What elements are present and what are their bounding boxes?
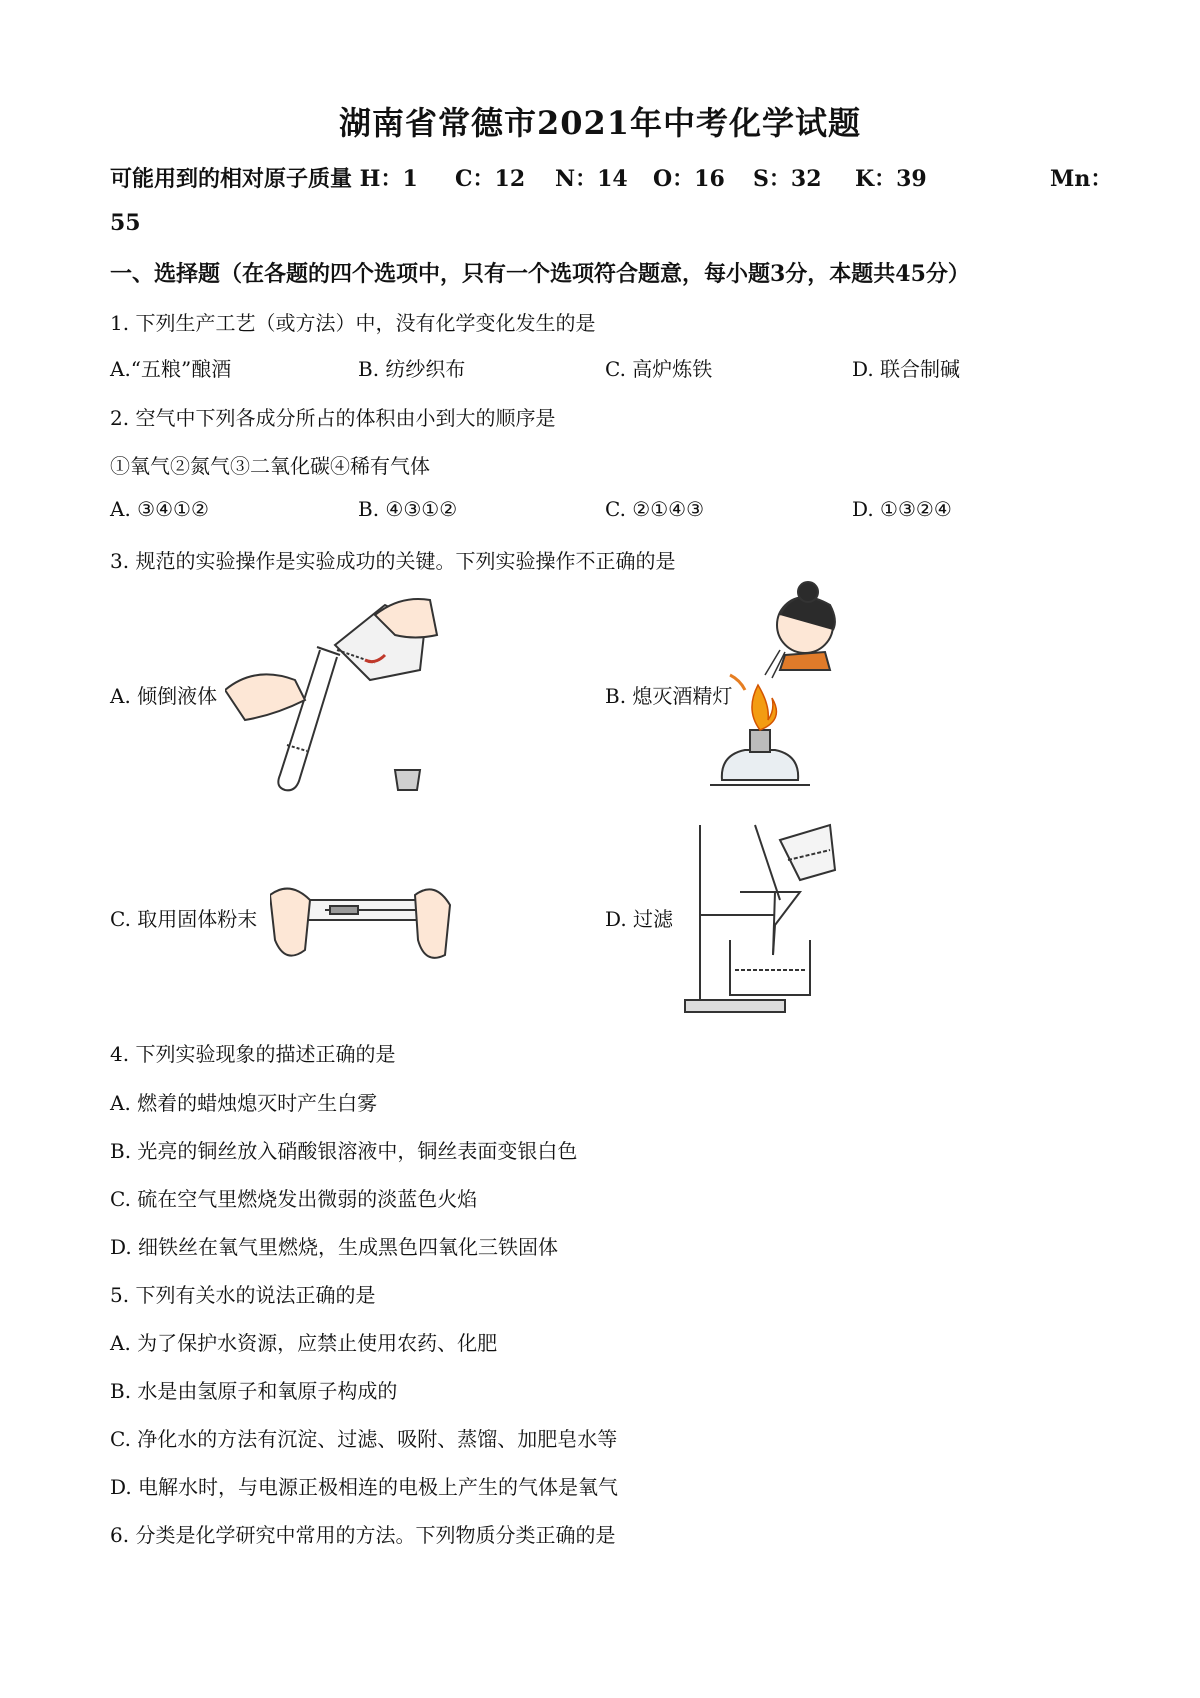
filtration-figure <box>680 820 845 1015</box>
pouring-liquid-figure <box>225 595 440 795</box>
mass-n: N：14 <box>555 166 628 192</box>
q3-option-a: A. 倾倒液体 <box>110 684 218 708</box>
question-2-items: ①氧气②氮气③二氧化碳④稀有气体 <box>110 454 430 478</box>
question-4: 4. 下列实验现象的描述正确的是 <box>110 1042 396 1066</box>
mass-mn: Mn： <box>1050 166 1113 192</box>
q5-option-a: A. 为了保护水资源，应禁止使用农药、化肥 <box>110 1331 498 1355</box>
question-5: 5. 下列有关水的说法正确的是 <box>110 1283 376 1307</box>
q4-option-d: D. 细铁丝在氧气里燃烧，生成黑色四氧化三铁固体 <box>110 1235 559 1259</box>
q2-option-d: D. ①③②④ <box>852 497 952 521</box>
q3-option-b: B. 熄灭酒精灯 <box>605 684 733 708</box>
q3-option-c: C. 取用固体粉末 <box>110 907 258 931</box>
q4-option-a: A. 燃着的蜡烛熄灭时产生白雾 <box>110 1091 378 1115</box>
question-3: 3. 规范的实验操作是实验成功的关键。下列实验操作不正确的是 <box>110 549 676 573</box>
atomic-mass-label: 可能用到的相对原子质量 H：1 <box>110 166 418 192</box>
mass-s: S：32 <box>753 166 822 192</box>
question-2: 2. 空气中下列各成分所占的体积由小到大的顺序是 <box>110 406 556 430</box>
section-heading: 一、选择题（在各题的四个选项中，只有一个选项符合题意，每小题3分，本题共45分） <box>110 261 970 287</box>
q1-option-b: B. 纺纱织布 <box>358 357 466 381</box>
q3-option-d: D. 过滤 <box>605 907 674 931</box>
q5-option-b: B. 水是由氢原子和氧原子构成的 <box>110 1379 398 1403</box>
q5-option-d: D. 电解水时，与电源正极相连的电极上产生的气体是氧气 <box>110 1475 619 1499</box>
q4-option-c: C. 硫在空气里燃烧发出微弱的淡蓝色火焰 <box>110 1187 478 1211</box>
mass-mn-value: 55 <box>110 210 141 236</box>
mass-c: C：12 <box>455 166 526 192</box>
q2-option-c: C. ②①④③ <box>605 497 705 521</box>
q2-option-a: A. ③④①② <box>110 497 209 521</box>
question-6: 6. 分类是化学研究中常用的方法。下列物质分类正确的是 <box>110 1523 616 1547</box>
page-title: 湖南省常德市2021年中考化学试题 <box>338 104 862 142</box>
question-1: 1. 下列生产工艺（或方法）中，没有化学变化发生的是 <box>110 311 596 335</box>
solid-powder-figure <box>270 870 455 970</box>
q5-option-c: C. 净化水的方法有沉淀、过滤、吸附、蒸馏、加肥皂水等 <box>110 1427 618 1451</box>
q1-option-c: C. 高炉炼铁 <box>605 357 713 381</box>
q2-option-b: B. ④③①② <box>358 497 458 521</box>
q1-option-a: A.“五粮”酿酒 <box>110 357 232 381</box>
q1-option-d: D. 联合制碱 <box>852 357 961 381</box>
mass-k: K：39 <box>855 166 927 192</box>
mass-o: O：16 <box>653 166 725 192</box>
q4-option-b: B. 光亮的铜丝放入硝酸银溶液中，铜丝表面变银白色 <box>110 1139 578 1163</box>
alcohol-lamp-figure <box>700 580 880 800</box>
